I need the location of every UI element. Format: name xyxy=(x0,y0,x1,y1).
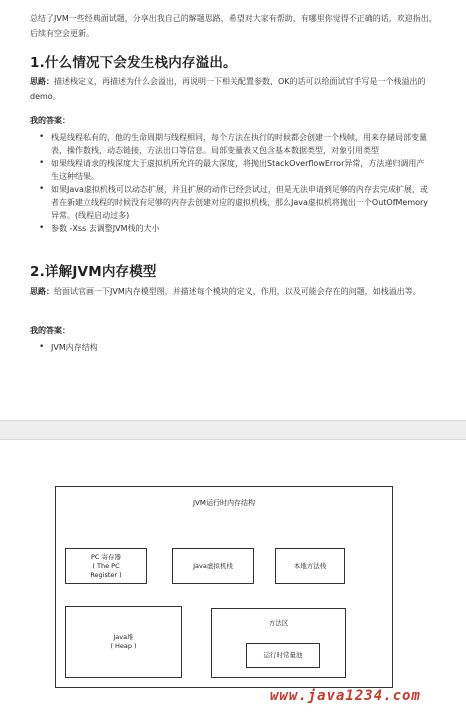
list-item: • 栈是线程私有的，他的生命周期与线程相同，每个方法在执行的时候都会创建一个栈帧，用来存储局部变量表，操作数栈，动态链接，方法出口等信息。局部变量表又包含基本数据类型，对象引用类型 xyxy=(39,131,431,157)
runtime-constant-pool-box xyxy=(246,643,320,668)
list-item: • JVM内存结构 xyxy=(39,341,431,354)
section1-heading: 1.什么情况下会发生栈内存溢出。 xyxy=(30,55,237,71)
section1-think-text: 描述栈定义，再描述为什么会溢出，再说明一下相关配置参数，OK的话可以给面试官手写是一个栈溢出的demo。 xyxy=(30,77,426,101)
section1-answer-label: 我的答案： xyxy=(30,116,70,125)
jvm-diagram-title: JVM运行时内存结构 xyxy=(193,499,255,507)
native-method-stack-box xyxy=(275,548,345,584)
section1-thinking xyxy=(30,74,435,104)
page-separator xyxy=(0,420,466,440)
list-item: • 如果线程请求的栈深度大于虚拟机所允许的最大深度，将抛出StackOverflowError异常，方法递归调用产生这种结果。 xyxy=(39,157,431,183)
section1-think-label: 思路： xyxy=(30,77,54,86)
section2-thinking xyxy=(30,284,435,299)
section2-think-label: 思路： xyxy=(30,287,54,296)
heap-label: Java堆 ( Heap ) xyxy=(110,633,137,650)
pc-register-box xyxy=(65,548,147,584)
watermark-text: www.java1234.com xyxy=(270,688,421,704)
list-item: • 如果Java虚拟机栈可以动态扩展，并且扩展的动作已经尝试过，但是无法申请到足够的内存去完成扩展，或者在新建立线程的时候没有足够的内存去创建对应的虚拟机栈，那么Java虚拟机将抛出一个OutOfMemory 异常。(线程启动过多) xyxy=(39,183,431,222)
java-vm-stack-box xyxy=(172,548,254,584)
section1-answer-list xyxy=(39,131,431,235)
section2-answer-label: 我的答案： xyxy=(30,326,70,335)
native-method-stack-label: 本地方法栈 xyxy=(293,561,327,570)
pc-register-label: PC 寄存器 ( The PC Register ) xyxy=(90,552,122,579)
section2-answer-list xyxy=(39,341,431,354)
list-item: • 参数 -Xss 去调整JVM栈的大小 xyxy=(39,222,431,235)
heap-box xyxy=(65,606,182,678)
method-area-label: 方法区 xyxy=(268,619,289,627)
intro-paragraph: 总结了JVM一些经典面试题，分享出我自己的解题思路，希望对大家有帮助，有哪里你觉得不正确的话，欢迎指出，后续有空会更新。 xyxy=(30,14,437,38)
section2-think-text: 给面试官画一下JVM内存模型图，并描述每个模块的定义，作用，以及可能会存在的问题，如栈溢出等。 xyxy=(54,287,421,296)
java-vm-stack-label: Java虚拟机栈 xyxy=(193,561,233,570)
section2-heading: 2.详解JVM内存模型 xyxy=(30,264,157,280)
runtime-constant-pool-label: 运行时常量池 xyxy=(263,651,303,659)
